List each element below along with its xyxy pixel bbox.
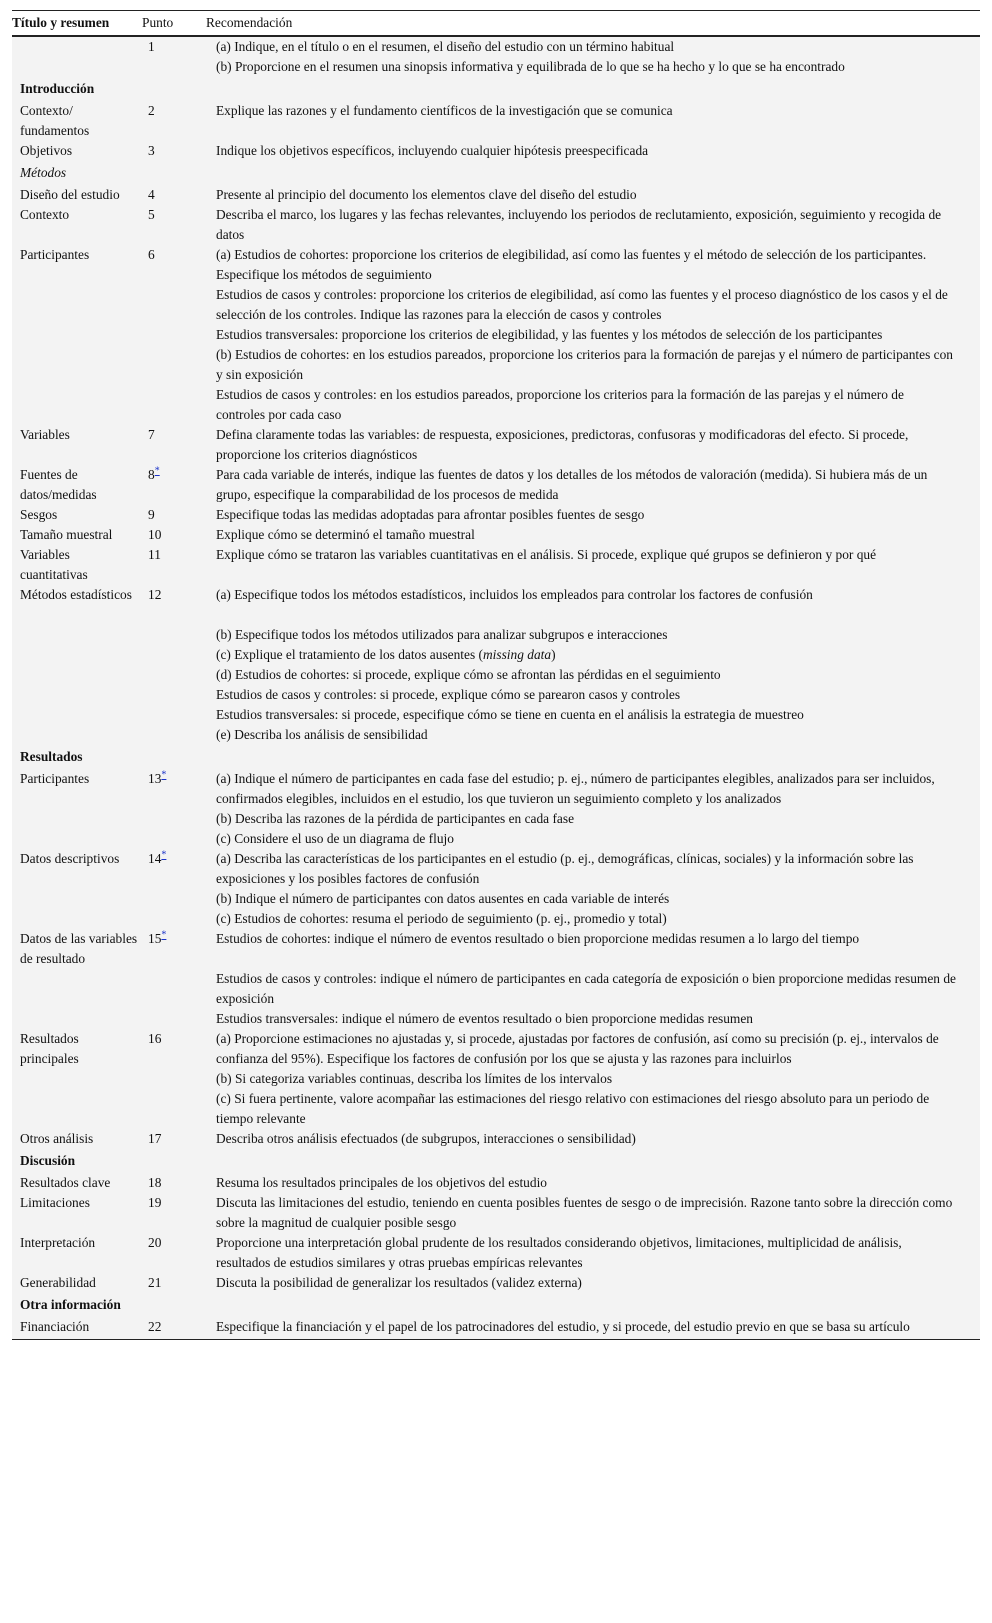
row-point-number: 18 (148, 1175, 162, 1190)
table-row (12, 1029, 980, 1129)
row-point-cell (142, 1317, 202, 1340)
row-point-number: 17 (148, 1131, 162, 1146)
header-point: Punto (142, 11, 202, 37)
recommendation-text: (b) Estudios de cohortes: en los estudios pareados, proporcione los criterios para la formación de parejas y el número de participantes con y sin exposición (216, 347, 953, 382)
footnote-link[interactable]: * (161, 929, 167, 941)
row-point-cell (142, 185, 202, 205)
row-point-cell (142, 1029, 202, 1129)
recommendation-text: Estudios de casos y controles: proporcione los criterios de elegibilidad, así como las fuentes y el proceso diagnóstico de los casos y el de selección de los controles. Indique las razones para la elección de casos y controles (216, 287, 948, 322)
row-topic: Objetivos (20, 143, 73, 158)
recommendation-text: (a) Especifique todos los métodos estadísticos, incluidos los empleados para controlar los factores de confusión (216, 587, 813, 602)
row-point-number: 11 (148, 547, 161, 562)
row-point-cell (142, 929, 202, 1029)
row-recommendation-cell (202, 465, 980, 505)
recommendation-text: (a) Indique, en el título o en el resumen, el diseño del estudio con un término habitual (216, 39, 675, 54)
row-topic: Generabilidad (20, 1275, 96, 1290)
row-topic: Resultados clave (20, 1175, 111, 1190)
row-point-number: 4 (148, 187, 155, 202)
row-point-cell (142, 465, 202, 505)
table-row (12, 929, 980, 1029)
recommendation-text: Describa otros análisis efectuados (de subgrupos, interacciones o sensibilidad) (216, 1131, 636, 1146)
table-row (12, 245, 980, 425)
table-row (12, 769, 980, 849)
section-row (12, 1293, 980, 1317)
table-header (12, 11, 980, 37)
row-topic: Resultados principales (20, 1031, 79, 1066)
row-recommendation-cell (202, 585, 980, 745)
row-point-number: 20 (148, 1235, 162, 1250)
recommendation-text: Estudios de casos y controles: en los estudios pareados, proporcione los criterios para la formación de las parejas y el número de controles por cada caso (216, 387, 904, 422)
table-row (12, 505, 980, 525)
row-recommendation-cell (202, 425, 980, 465)
recommendation-text: (b) Describa las razones de la pérdida de participantes en cada fase (216, 811, 575, 826)
row-recommendation-cell (202, 1029, 980, 1129)
row-point-number: 19 (148, 1195, 162, 1210)
row-topic: Fuentes de datos/medidas (20, 467, 97, 502)
row-point-number: 13 (148, 771, 162, 786)
row-point-cell (142, 585, 202, 745)
row-topic: Variables cuantitativas (20, 547, 88, 582)
row-point-number: 10 (148, 527, 162, 542)
row-point-number: 15 (148, 931, 162, 946)
row-topic: Limitaciones (20, 1195, 90, 1210)
row-recommendation-cell (202, 769, 980, 849)
row-topic: Financiación (12, 1317, 142, 1340)
footnote-link[interactable]: * (161, 769, 167, 781)
row-point-number: 8 (148, 467, 155, 482)
row-topic: Datos descriptivos (20, 851, 120, 866)
table-row (12, 185, 980, 205)
recommendation-text: Discuta la posibilidad de generalizar los resultados (validez externa) (216, 1275, 582, 1290)
recommendation-text: Estudios de casos y controles: indique el número de participantes en cada categoría de exposición o bien proporcione medidas resumen de exposición (216, 971, 956, 1006)
section-heading: Otra información (20, 1297, 121, 1312)
row-recommendation-cell (202, 545, 980, 585)
row-recommendation-cell (202, 929, 980, 1029)
recommendation-text: Estudios de casos y controles: si procede, explique cómo se parearon casos y controles (216, 687, 681, 702)
row-recommendation-cell (202, 525, 980, 545)
row-recommendation-cell (202, 1173, 980, 1193)
row-point-number: 2 (148, 103, 155, 118)
recommendation-text: (b) Especifique todos los métodos utilizados para analizar subgrupos e interacciones (216, 627, 668, 642)
recommendation-text: Defina claramente todas las variables: de respuesta, exposiciones, predictoras, confusoras y modificadoras del efecto. Si procede, proporcione los criterios diagnósticos (216, 427, 909, 462)
section-row (12, 1149, 980, 1173)
recommendation-text: Estudios transversales: si procede, especifique cómo se tiene en cuenta en el análisis la estrategia de muestreo (216, 707, 804, 722)
row-recommendation-cell (202, 185, 980, 205)
recommendation-text: (e) Describa los análisis de sensibilidad (216, 727, 428, 742)
row-point-cell (142, 525, 202, 545)
table-body (12, 36, 980, 1340)
row-point-number: 3 (148, 143, 155, 158)
recommendation-text: Explique cómo se trataron las variables cuantitativas en el análisis. Si procede, explique qué grupos se definieron y por qué (216, 547, 877, 562)
recommendation-text: (a) Describa las características de los participantes en el estudio (p. ej., demográficas, clínicas, sociales) y la información sobre las exposiciones y los posibles factores de confusión (216, 851, 914, 886)
row-topic: Tamaño muestral (20, 527, 113, 542)
table-row (12, 425, 980, 465)
row-recommendation-cell (202, 245, 980, 425)
section-heading: Métodos (20, 165, 67, 180)
row-recommendation-cell (202, 141, 980, 161)
recommendation-text: (c) Considere el uso de un diagrama de flujo (216, 831, 454, 846)
table-row (12, 1193, 980, 1233)
paragraph-spacer (216, 949, 956, 969)
recommendation-text: (c) Explique el tratamiento de los datos ausentes (missing data) (216, 647, 556, 662)
recommendation-text: Estudios de cohortes: indique el número de eventos resultado o bien proporcione medidas resumen a lo largo del tiempo (216, 931, 860, 946)
recommendation-text: Especifique todas las medidas adoptadas para afrontar posibles fuentes de sesgo (216, 507, 645, 522)
recommendation-text: Describa el marco, los lugares y las fechas relevantes, incluyendo los periodos de reclutamiento, exposición, seguimiento y recogida de datos (216, 207, 942, 242)
row-point-number: 1 (148, 39, 155, 54)
row-recommendation-cell (202, 1129, 980, 1149)
recommendation-text: Proporcione una interpretación global prudente de los resultados considerando objetivos, limitaciones, multiplicidad de análisis, resultados de estudios similares y otras pruebas empíricas relevantes (216, 1235, 902, 1270)
row-topic: Contexto (20, 207, 70, 222)
section-row (12, 77, 980, 101)
row-point-number: 5 (148, 207, 155, 222)
recommendation-text: Discuta las limitaciones del estudio, teniendo en cuenta posibles fuentes de sesgo o de imprecisión. Razone tanto sobre la dirección como sobre la magnitud de cualquier posible sesgo (216, 1195, 953, 1230)
section-heading: Discusión (20, 1153, 76, 1168)
recommendation-text: Explique cómo se determinó el tamaño muestral (216, 527, 475, 542)
recommendation-text: (d) Estudios de cohortes: si procede, explique cómo se afrontan las pérdidas en el seguimiento (216, 667, 721, 682)
row-recommendation-cell (202, 205, 980, 245)
row-topic (12, 36, 142, 77)
table-row (12, 585, 980, 745)
row-topic: Métodos estadísticos (20, 587, 132, 602)
recommendation-text: (c) Estudios de cohortes: resuma el periodo de seguimiento (p. ej., promedio y total) (216, 911, 667, 926)
recommendation-text: Resuma los resultados principales de los objetivos del estudio (216, 1175, 547, 1190)
recommendation-text: (a) Proporcione estimaciones no ajustadas y, si procede, ajustadas por factores de confusión, así como su precisión (p. ej., intervalos de confianza del 95%). Especifique los factores de confusión por los que se ajusta y las razones para incluirlos (216, 1031, 939, 1066)
table-row (12, 465, 980, 505)
row-point-cell (142, 141, 202, 161)
table-row (12, 205, 980, 245)
recommendation-text: (b) Proporcione en el resumen una sinopsis informativa y equilibrada de lo que se ha hecho y lo que se ha encontrado (216, 59, 845, 74)
row-topic: Contexto/ fundamentos (20, 103, 90, 138)
recommendation-text: Estudios transversales: indique el número de eventos resultado o bien proporcione medidas resumen (216, 1011, 753, 1026)
row-point-cell (142, 1273, 202, 1293)
section-row (12, 745, 980, 769)
row-point-number: 16 (148, 1031, 162, 1046)
row-recommendation-cell (202, 36, 980, 77)
recommendation-text: (b) Indique el número de participantes con datos ausentes en cada variable de interés (216, 891, 670, 906)
row-point-number: 14 (148, 851, 162, 866)
table-row (12, 849, 980, 929)
row-recommendation-cell (202, 1233, 980, 1273)
row-point-number: 7 (148, 427, 155, 442)
row-recommendation-cell (202, 1193, 980, 1233)
recommendation-text: Explique las razones y el fundamento científicos de la investigación que se comunica (216, 103, 673, 118)
table-row (12, 1273, 980, 1293)
recommendation-text: Especifique la financiación y el papel de los patrocinadores del estudio, y si procede, del estudio previo en que se basa su artículo (216, 1319, 910, 1334)
row-topic: Variables (20, 427, 70, 442)
recommendation-text: Indique los objetivos específicos, incluyendo cualquier hipótesis preespecificada (216, 143, 649, 158)
header-title: Título y resumen (12, 11, 142, 37)
section-heading: Introducción (20, 81, 95, 96)
table-row (12, 101, 980, 141)
strobe-checklist-document (12, 10, 980, 1340)
row-recommendation-cell (202, 1317, 980, 1340)
recommendation-text: (b) Si categoriza variables continuas, describa los límites de los intervalos (216, 1071, 613, 1086)
row-point-cell (142, 1129, 202, 1149)
row-point-cell (142, 545, 202, 585)
row-recommendation-cell (202, 849, 980, 929)
row-point-number: 22 (148, 1319, 162, 1334)
table-row (12, 1173, 980, 1193)
row-point-number: 12 (148, 587, 162, 602)
row-recommendation-cell (202, 1273, 980, 1293)
row-point-cell (142, 849, 202, 929)
row-topic: Interpretación (20, 1235, 96, 1250)
recommendation-text: (a) Estudios de cohortes: proporcione los criterios de elegibilidad, así como las fuentes y el método de selección de los participantes. Especifique los métodos de seguimiento (216, 247, 927, 282)
footnote-link[interactable]: * (161, 849, 167, 861)
row-point-number: 21 (148, 1275, 162, 1290)
paragraph-spacer (216, 605, 956, 625)
row-point-cell (142, 1193, 202, 1233)
table-row (12, 1317, 980, 1340)
table-row (12, 1233, 980, 1273)
row-recommendation-cell (202, 505, 980, 525)
table-row (12, 545, 980, 585)
row-topic: Otros análisis (20, 1131, 94, 1146)
row-topic: Participantes (20, 771, 90, 786)
row-point-cell (142, 245, 202, 425)
header-recommendation: Recomendación (202, 11, 980, 37)
strobe-checklist-table (12, 10, 980, 1340)
row-point-cell (142, 1233, 202, 1273)
row-point-cell (142, 425, 202, 465)
row-point-cell (142, 205, 202, 245)
table-row (12, 1129, 980, 1149)
row-point-cell (142, 1173, 202, 1193)
row-topic: Datos de las variables de resultado (20, 931, 138, 966)
row-point-cell (142, 36, 202, 77)
row-topic: Participantes (20, 247, 90, 262)
recommendation-text: (a) Indique el número de participantes en cada fase del estudio; p. ej., número de participantes elegibles, analizados para ser incluidos, confirmados elegibles, incluidos en el estudio, los que tuvieron un seguimiento completo y los analizados (216, 771, 935, 806)
row-point-cell (142, 769, 202, 849)
row-point-number: 6 (148, 247, 155, 262)
row-topic: Sesgos (20, 507, 58, 522)
section-heading: Resultados (20, 749, 83, 764)
table-row (12, 36, 980, 77)
recommendation-text: Para cada variable de interés, indique las fuentes de datos y los detalles de los métodos de valoración (medida). Si hubiera más de un grupo, especifique la comparabilidad de los procesos de medida (216, 467, 928, 502)
recommendation-text: (c) Si fuera pertinente, valore acompañar las estimaciones del riesgo relativo con estimaciones del riesgo absoluto para un periodo de tiempo relevante (216, 1091, 930, 1126)
row-point-cell (142, 101, 202, 141)
row-recommendation-cell (202, 101, 980, 141)
row-point-cell (142, 505, 202, 525)
section-row (12, 161, 980, 185)
footnote-link[interactable]: * (154, 465, 160, 477)
recommendation-text: Presente al principio del documento los elementos clave del diseño del estudio (216, 187, 637, 202)
row-topic: Diseño del estudio (20, 187, 120, 202)
row-point-number: 9 (148, 507, 155, 522)
table-row (12, 525, 980, 545)
recommendation-text: Estudios transversales: proporcione los criterios de elegibilidad, y las fuentes y los métodos de selección de los participantes (216, 327, 883, 342)
table-row (12, 141, 980, 161)
